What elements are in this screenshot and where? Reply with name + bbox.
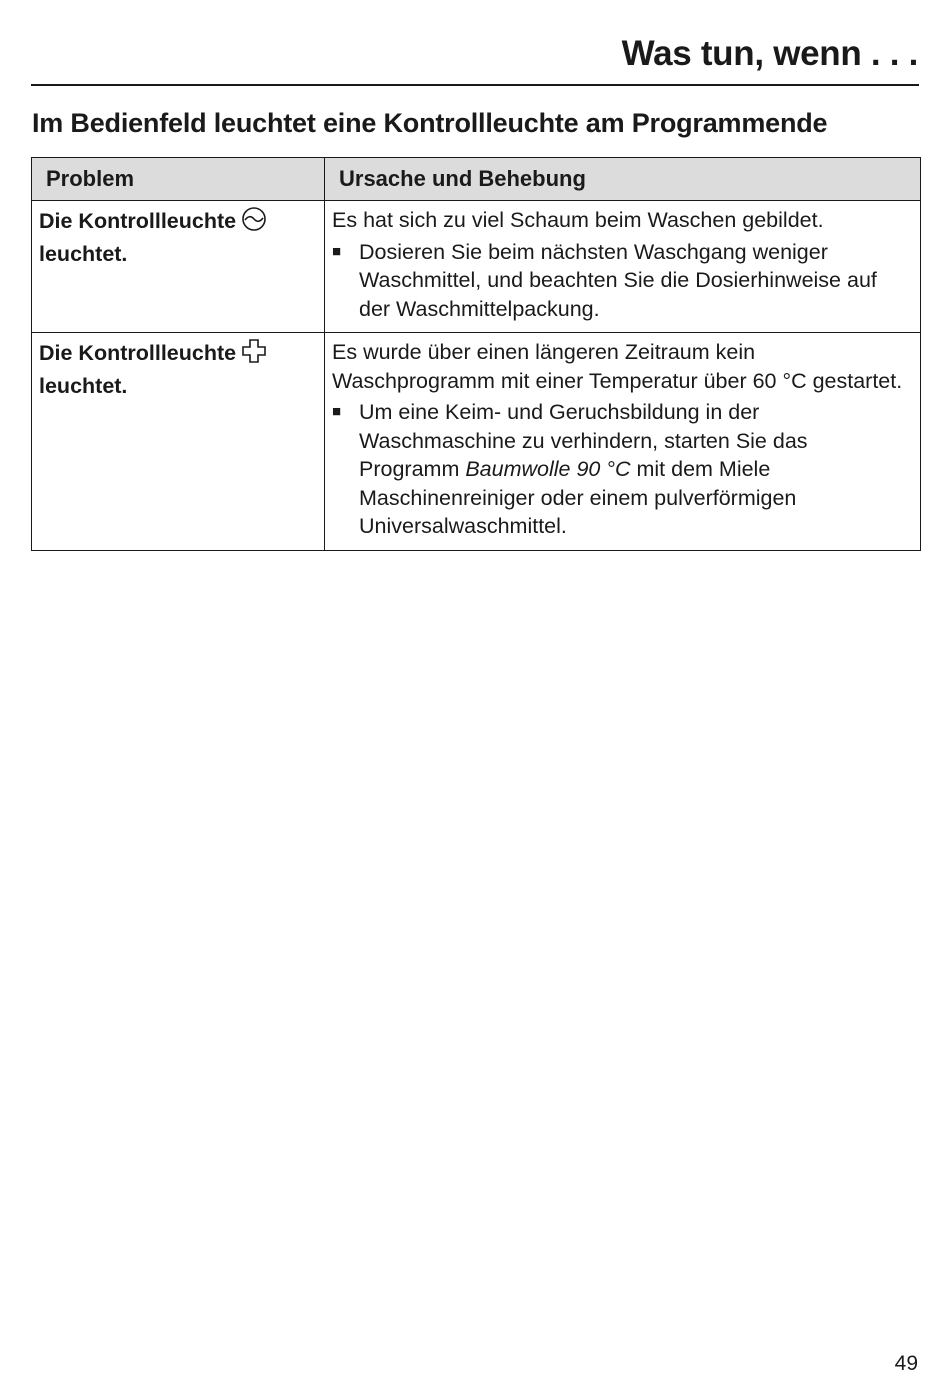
program-name: Baumwolle 90 °C — [465, 457, 631, 481]
problem-suffix: leuchtet. — [39, 241, 128, 266]
remedy-text — [359, 398, 913, 541]
cause-text: Es wurde über einen längeren Zeitraum kein Waschprogramm mit einer Temperatur über 60 °C gestartet. — [332, 340, 903, 393]
problem-cell — [32, 333, 325, 551]
square-bullet-icon: ■ — [332, 403, 342, 420]
remedy-item — [332, 238, 913, 324]
header-rule — [31, 84, 919, 86]
column-header-problem: Problem — [32, 158, 325, 201]
problem-label: Die Kontrollleuchte — [39, 209, 237, 233]
square-bullet-icon: ■ — [332, 242, 342, 260]
cause-text: Es hat sich zu viel Schaum beim Waschen gebildet. — [332, 208, 824, 232]
remedy-text-after: mit dem Miele Maschinenreiniger oder einem pulverförmigen Universalwaschmittel. — [359, 457, 797, 538]
problem-label: Die Kontrollleuchte — [39, 341, 237, 365]
troubleshooting-table — [31, 157, 921, 551]
remedy-text: Dosieren Sie beim nächsten Waschgang weniger Waschmittel, und beachten Sie die Dosierhinweise auf der Waschmittelpackung. — [359, 239, 877, 321]
column-header-cause: Ursache und Behebung — [325, 158, 921, 201]
table-row — [32, 201, 921, 333]
cause-cell — [325, 333, 921, 551]
table-row — [32, 333, 921, 551]
table-header-row — [32, 158, 921, 201]
foam-icon — [241, 206, 267, 240]
remedy-item — [332, 398, 913, 541]
section-heading: Im Bedienfeld leuchtet eine Kontrollleuchte am Programmende — [32, 108, 828, 138]
page-number: 49 — [894, 1352, 918, 1375]
page-header-title: Was tun, wenn . . . — [621, 34, 918, 73]
problem-cell — [32, 201, 325, 333]
remedy-text-before: Um eine Keim- und Geruchsbildung in der Waschmaschine zu verhindern, starten Sie das Programm — [359, 400, 808, 481]
problem-suffix: leuchtet. — [39, 373, 128, 398]
hygiene-cross-icon — [241, 338, 267, 372]
cause-cell — [325, 201, 921, 333]
